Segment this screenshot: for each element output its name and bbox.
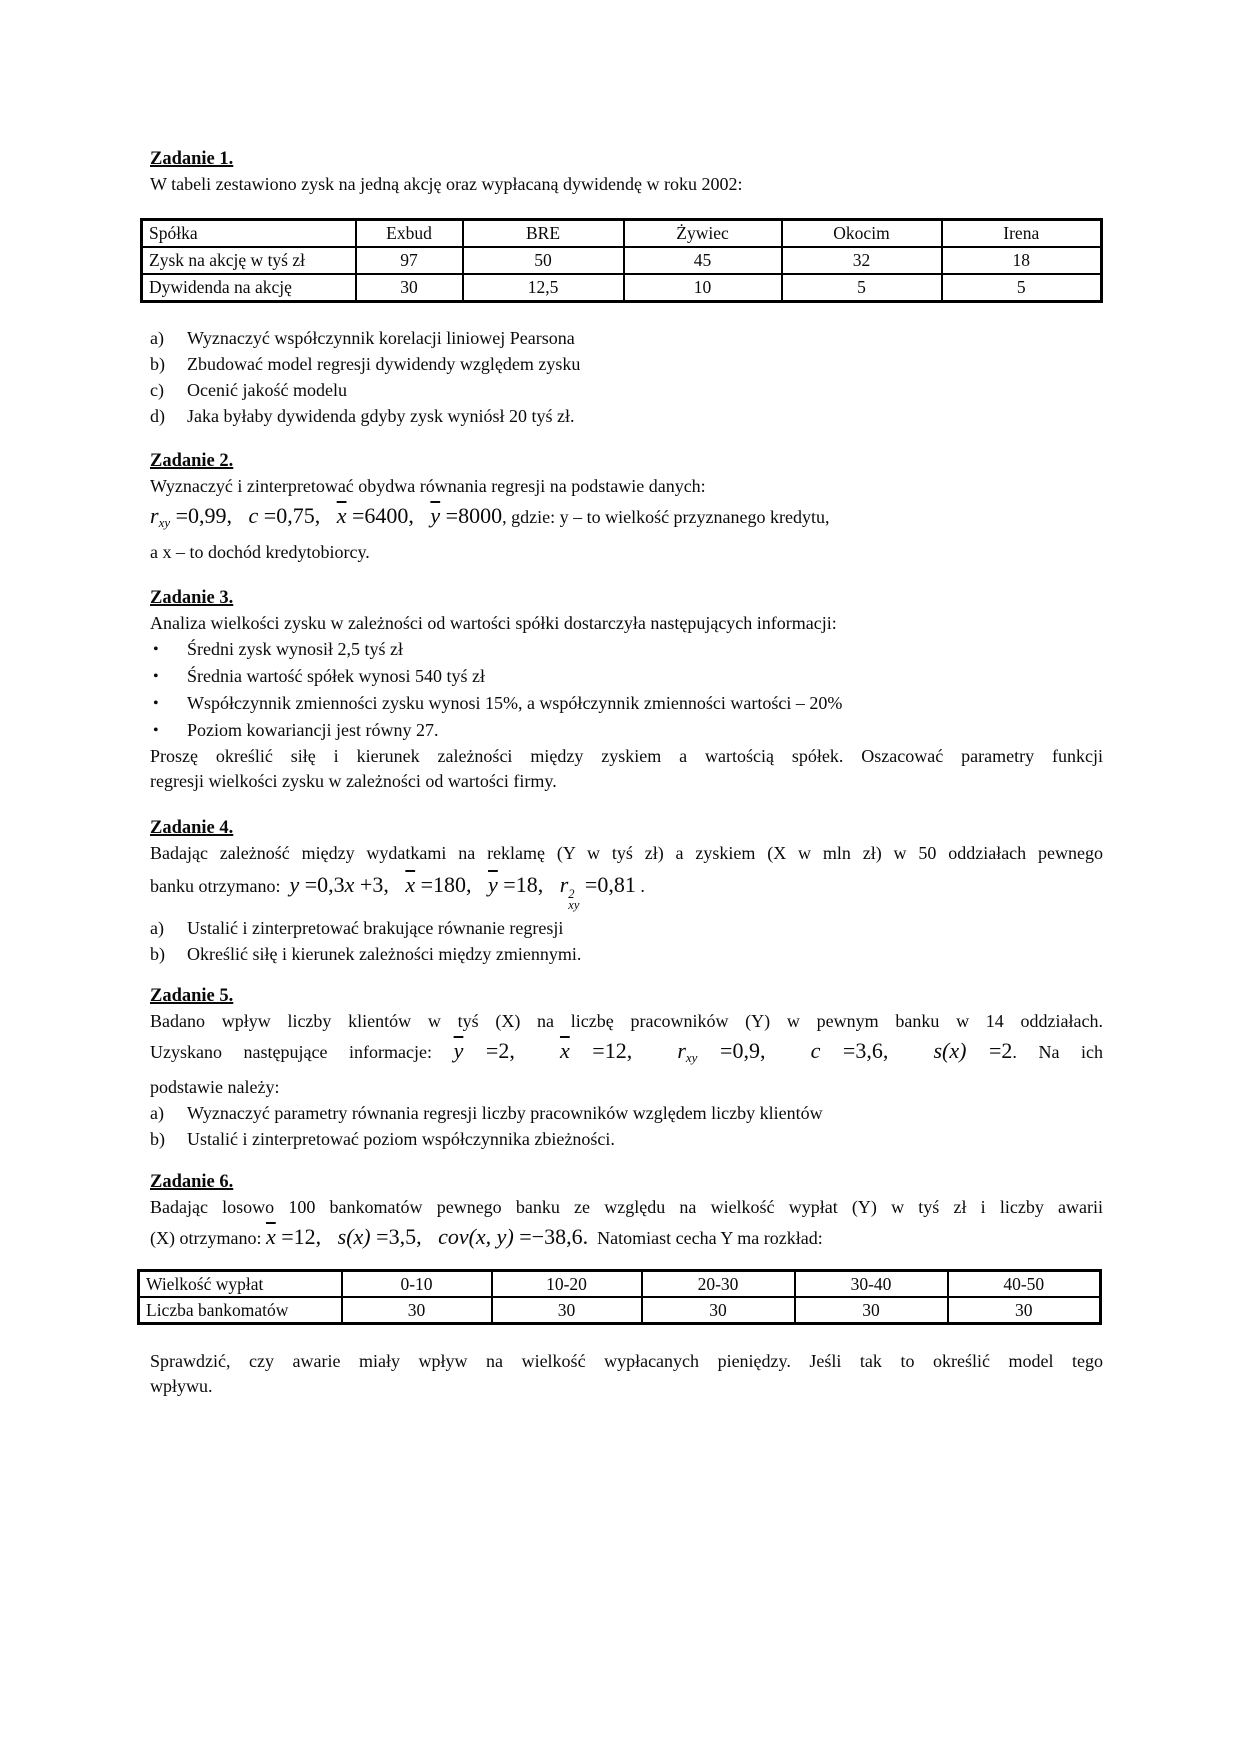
formula-token xyxy=(472,872,489,897)
formula-token: $\overline{x}$ xyxy=(559,1038,570,1063)
list-item-text: Zbudować model regresji dywidendy względem zysku xyxy=(187,354,581,374)
formula-token: c xyxy=(810,1038,821,1063)
task-5-items xyxy=(150,1100,1103,1152)
list-item xyxy=(150,636,1103,663)
formula-token: 2, xyxy=(498,1038,515,1063)
table-row xyxy=(142,247,1102,274)
formula-token: $\overline{y}$ xyxy=(488,872,498,897)
regression-formula xyxy=(289,872,636,912)
list-item-text: Poziom kowariancji jest równy 27. xyxy=(187,720,439,740)
list-marker: b) xyxy=(150,944,165,964)
task-6-formula-suffix: Natomiast cecha Y ma rozkład: xyxy=(597,1228,823,1248)
task-4-title: Zadanie 4. xyxy=(150,818,234,838)
list-item xyxy=(150,351,1103,377)
formula-token: 0,81 xyxy=(597,872,636,897)
formula-token xyxy=(320,503,337,528)
formula-token xyxy=(389,872,406,897)
list-item xyxy=(150,690,1103,717)
table-cell: 18 xyxy=(942,247,1102,274)
formula-token: $\overline{x}$ xyxy=(405,872,416,897)
formula-token: $\overline{x}$ xyxy=(336,503,347,528)
formula-token: $\overline{y}$ xyxy=(430,503,441,528)
table-cell: Okocim xyxy=(782,220,942,248)
formula-token xyxy=(422,1224,439,1249)
list-marker: c) xyxy=(150,380,164,400)
formula-token: xy xyxy=(685,1050,698,1065)
table-cell: Wielkość wypłat xyxy=(139,1271,342,1298)
formula-token: 0,9, xyxy=(732,1038,766,1063)
task-5-title: Zadanie 5. xyxy=(150,986,234,1006)
task-5-formula-prefix: Uzyskano następujące informacje: xyxy=(150,1042,433,1062)
task-4-intro: Badając zależność między wydatkami na reklamę (Y w tyś zł) a zyskiem (X w mln zł) w 50 oddziałach pewnego xyxy=(150,843,1103,863)
list-marker: • xyxy=(153,722,159,739)
formula-token xyxy=(632,1038,677,1063)
list-marker: b) xyxy=(150,354,165,374)
formula-token: 2 xyxy=(1001,1038,1013,1063)
task-4-items xyxy=(150,915,1103,967)
task-2-note-line2: a x – to dochód kredytobiorcy. xyxy=(150,542,370,562)
task-6-formula-prefix: (X) otrzymano: xyxy=(150,1228,262,1248)
list-item xyxy=(150,325,1103,351)
formula-token xyxy=(888,1038,933,1063)
formula-token: = xyxy=(440,503,459,528)
statistics-formula xyxy=(454,1038,1013,1063)
table-cell: Dywidenda na akcję xyxy=(142,274,356,302)
task-1-intro: W tabeli zestawiono zysk na jedną akcję oraz wypłacaną dywidendę w roku 2002: xyxy=(150,174,743,194)
table-cell: 30 xyxy=(795,1297,948,1324)
table-cell: 45 xyxy=(624,247,782,274)
list-marker: a) xyxy=(150,918,164,938)
table-cell: 0-10 xyxy=(342,1271,492,1298)
task-4-formula-suffix: . xyxy=(640,876,645,896)
table-cell: 30 xyxy=(948,1297,1101,1324)
list-item xyxy=(150,377,1103,403)
list-marker: • xyxy=(153,695,159,712)
formula-token: = xyxy=(497,872,516,897)
list-item-text: Jaka byłaby dywidenda gdyby zysk wyniósł 20 tyś zł. xyxy=(187,406,575,426)
list-item xyxy=(150,663,1103,690)
companies-table xyxy=(140,218,1103,303)
formula-token: 3,5, xyxy=(388,1224,422,1249)
table-cell: Exbud xyxy=(356,220,463,248)
task-3-section xyxy=(150,586,1103,794)
formula-token xyxy=(765,1038,810,1063)
table-cell: 12,5 xyxy=(463,274,624,302)
formula-token: 3,6, xyxy=(855,1038,889,1063)
formula-token: = xyxy=(415,872,434,897)
list-item xyxy=(150,717,1103,744)
table-cell: Zysk na akcję w tyś zł xyxy=(142,247,356,274)
formula-token: = xyxy=(966,1038,1002,1063)
formula-token: c xyxy=(248,503,259,528)
table-cell: 10-20 xyxy=(492,1271,642,1298)
task-1-items xyxy=(150,325,1103,429)
formula-token: 12, xyxy=(293,1224,322,1249)
table-row xyxy=(139,1271,1101,1298)
formula-token: 8000 xyxy=(458,503,503,528)
list-item-text: Współczynnik zmienności zysku wynosi 15%, a współczynnik zmienności wartości – 20% xyxy=(187,693,843,713)
formula-token: = xyxy=(258,503,277,528)
table-cell: 40-50 xyxy=(948,1271,1101,1298)
formula-supsub: 2 xy xyxy=(568,887,580,912)
task-6-formula-line xyxy=(150,1220,1103,1255)
formula-token: = xyxy=(170,503,189,528)
formula-token xyxy=(321,1224,338,1249)
table-cell: 32 xyxy=(782,247,942,274)
list-item-text: Wyznaczyć współczynnik korelacji liniowej Pearsona xyxy=(187,328,575,348)
formula-token xyxy=(232,503,249,528)
task-3-intro: Analiza wielkości zysku w zależności od wartości spółki dostarczyła następujących informacji: xyxy=(150,613,837,633)
table-cell: 30-40 xyxy=(795,1271,948,1298)
task-5-formula-suffix: . Na ich xyxy=(1012,1042,1104,1062)
statistics-formula xyxy=(266,1224,588,1249)
table-row xyxy=(142,274,1102,302)
list-marker: d) xyxy=(150,406,165,426)
formula-token: 0,3 xyxy=(317,872,345,897)
task-2-formula-note: , gdzie: y – to wielkość przyznanego kredytu, xyxy=(502,507,830,527)
formula-token xyxy=(543,872,560,897)
formula-token: 12, xyxy=(604,1038,633,1063)
list-marker: b) xyxy=(150,1129,165,1149)
regression-formula xyxy=(150,503,502,528)
table-cell: 30 xyxy=(642,1297,795,1324)
task-6-intro: Badając losowo 100 bankomatów pewnego banku ze względu na wielkość wypłat (Y) w tyś zł i liczby awarii xyxy=(150,1197,1103,1217)
formula-token: cov(x, y) xyxy=(438,1224,514,1249)
table-cell: Liczba bankomatów xyxy=(139,1297,342,1324)
task-6-title: Zadanie 6. xyxy=(150,1172,234,1192)
formula-token: 18, xyxy=(515,872,544,897)
task-2-title: Zadanie 2. xyxy=(150,451,234,471)
task-6-section xyxy=(146,1170,1103,1399)
task-5-formula-line xyxy=(150,1034,1103,1075)
formula-token: $\overline{y}$ xyxy=(453,1038,464,1063)
list-item xyxy=(150,403,1103,429)
formula-token: 6400, xyxy=(364,503,414,528)
table-cell: 5 xyxy=(942,274,1102,302)
task-3-outro-line1: Proszę określić siłę i kierunek zależności między zyskiem a wartością spółek. Oszacować parametry funkcji xyxy=(150,746,1103,766)
task-2-intro: Wyznaczyć i zinterpretować obydwa równania regresji na podstawie danych: xyxy=(150,476,706,496)
table-cell: 5 xyxy=(782,274,942,302)
task-1-title: Zadanie 1. xyxy=(150,149,234,169)
list-item xyxy=(150,915,1103,941)
formula-token: $\overline{x}$ xyxy=(265,1224,276,1249)
task-5-section xyxy=(150,984,1103,1152)
list-item-text: Średni zysk wynosił 2,5 tyś zł xyxy=(187,639,403,659)
formula-token: s(x) xyxy=(337,1224,371,1249)
list-marker: a) xyxy=(150,328,164,348)
list-item-text: Określić siłę i kierunek zależności między zmiennymi. xyxy=(187,944,582,964)
formula-token: +3, xyxy=(354,872,389,897)
formula-token xyxy=(414,503,431,528)
formula-token: = xyxy=(820,1038,856,1063)
formula-token: s(x) xyxy=(933,1038,967,1063)
formula-token: y xyxy=(289,872,300,897)
formula-token: = xyxy=(569,1038,605,1063)
formula-token: = xyxy=(697,1038,733,1063)
task-4-formula-line xyxy=(150,866,1103,911)
formula-token: = xyxy=(346,503,365,528)
formula-token: = xyxy=(275,1224,294,1249)
task-3-bullets xyxy=(150,636,1103,744)
task-2-formula-line xyxy=(150,499,1103,540)
task-6-outro-line1: Sprawdzić, czy awarie miały wpływ na wielkość wypłacanych pieniędzy. Jeśli tak to określić model tego xyxy=(150,1351,1103,1371)
list-marker: • xyxy=(153,641,159,658)
formula-token: = xyxy=(579,872,598,897)
table-cell: 10 xyxy=(624,274,782,302)
list-item-text: Ustalić i zinterpretować brakujące równanie regresji xyxy=(187,918,564,938)
task-6-outro-line2: wpływu. xyxy=(150,1376,213,1396)
list-marker: • xyxy=(153,668,159,685)
list-marker: a) xyxy=(150,1103,164,1123)
task-3-title: Zadanie 3. xyxy=(150,588,234,608)
formula-token: x xyxy=(344,872,355,897)
table-cell: 97 xyxy=(356,247,463,274)
table-cell: 50 xyxy=(463,247,624,274)
list-item-text: Ocenić jakość modelu xyxy=(187,380,347,400)
table-row xyxy=(139,1297,1101,1324)
formula-token xyxy=(515,1038,560,1063)
list-item-text: Wyznaczyć parametry równania regresji liczby pracowników względem liczby klientów xyxy=(187,1103,823,1123)
atm-table xyxy=(137,1269,1102,1325)
table-cell: Irena xyxy=(942,220,1102,248)
table-cell: 30 xyxy=(356,274,463,302)
table-cell: Żywiec xyxy=(624,220,782,248)
table-row xyxy=(142,220,1102,248)
formula-token: = xyxy=(463,1038,499,1063)
formula-token: −38,6. xyxy=(531,1224,589,1249)
table-cell: 30 xyxy=(492,1297,642,1324)
formula-token: = xyxy=(513,1224,532,1249)
formula-token: = xyxy=(370,1224,389,1249)
task-5-line3: podstawie należy: xyxy=(150,1077,280,1097)
list-item xyxy=(150,1126,1103,1152)
list-item-text: Średnia wartość spółek wynosi 540 tyś zł xyxy=(187,666,485,686)
list-item xyxy=(150,941,1103,967)
formula-token: xy xyxy=(158,515,171,530)
formula-token: r xyxy=(150,503,159,528)
formula-token: 180, xyxy=(433,872,472,897)
formula-token: r xyxy=(559,872,569,897)
table-cell: BRE xyxy=(463,220,624,248)
task-2-section xyxy=(150,449,1103,565)
task-3-outro-line2: regresji wielkości zysku w zależności od wartości firmy. xyxy=(150,771,557,791)
task-4-section xyxy=(150,816,1103,967)
table-cell: 20-30 xyxy=(642,1271,795,1298)
list-item xyxy=(150,1100,1103,1126)
task-1-section xyxy=(150,147,1103,429)
formula-token: r xyxy=(677,1038,686,1063)
task-4-formula-prefix: banku otrzymano: xyxy=(150,876,281,896)
list-item-text: Ustalić i zinterpretować poziom współczynnika zbieżności. xyxy=(187,1129,615,1149)
formula-token: = xyxy=(299,872,318,897)
table-cell: 30 xyxy=(342,1297,492,1324)
table-cell: Spółka xyxy=(142,220,356,248)
task-5-intro: Badano wpływ liczby klientów w tyś (X) na liczbę pracowników (Y) w pewnym banku w 14 oddziałach. xyxy=(150,1011,1103,1031)
formula-token: 0,75, xyxy=(276,503,321,528)
formula-token: 0,99, xyxy=(188,503,233,528)
